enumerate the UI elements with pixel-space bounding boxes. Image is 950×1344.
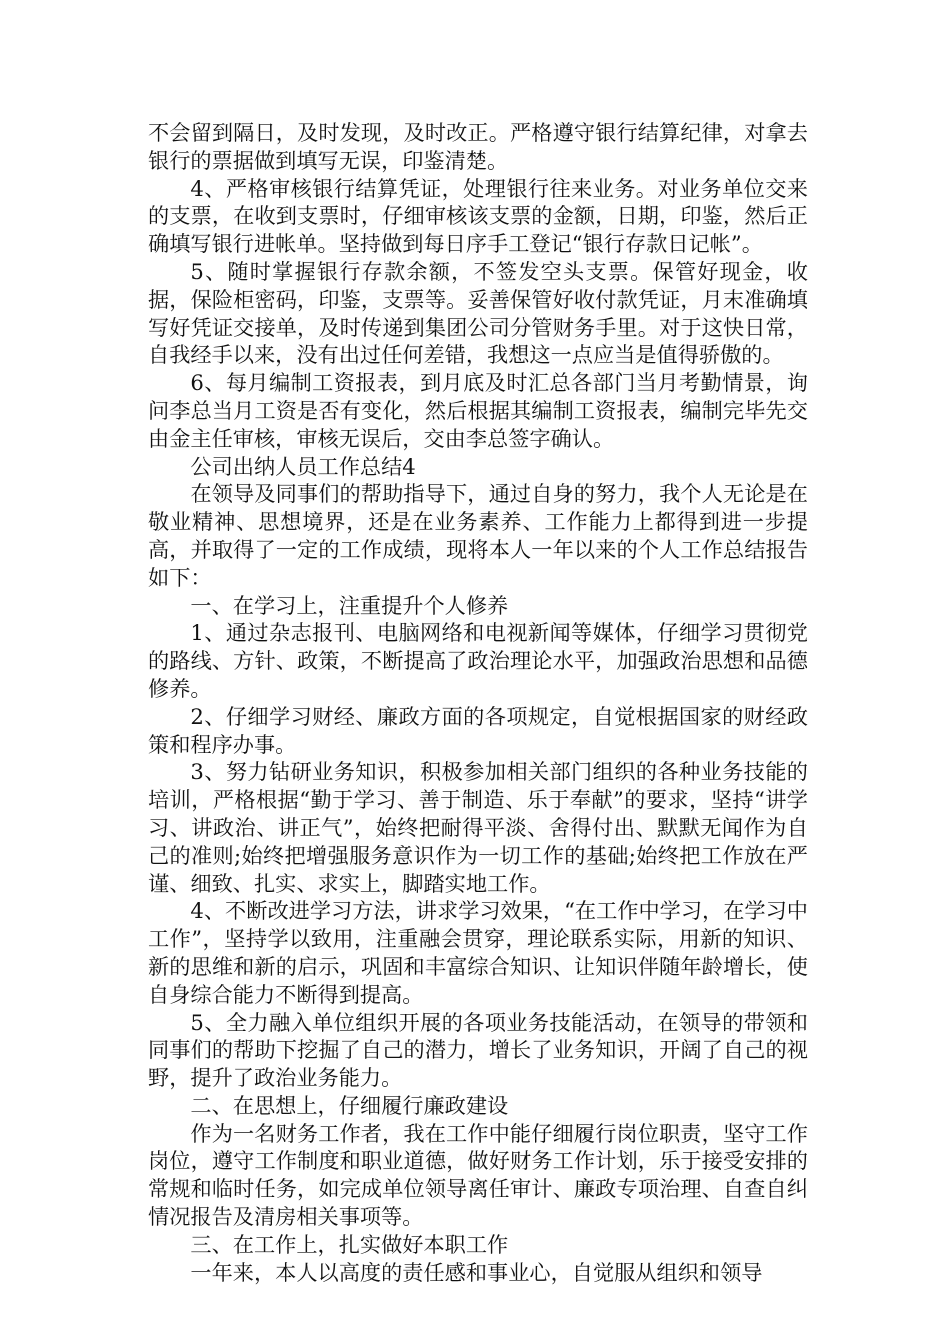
paragraph-work: 一年来，本人以高度的责任感和事业心，自觉服从组织和领导 xyxy=(190,1259,763,1285)
paragraph-study-4: 4、不断改进学习方法，讲求学习效果，“在工作中学习，在学习中工作”，坚持学以致用，注重融会贯穿，理论联系实际，用新的知识、新的思维和新的启示，巩固和丰富综合知识、让知识伴随年龄增长，使自身综合能力不断得到提高。 xyxy=(148,898,808,1007)
paragraph-continuation: 不会留到隔日，及时发现，及时改正。严格遵守银行结算纪律，对拿去银行的票据做到填写无误，印鉴清楚。 xyxy=(148,120,808,173)
heading-thought: 二、在思想上，仔细履行廉政建设 xyxy=(190,1092,509,1118)
paragraph-item-6: 6、每月编制工资报表，到月底及时汇总各部门当月考勤情景，询问李总当月工资是否有变化，然后根据其编制工资报表，编制完毕先交由金主任审核，审核无误后，交由李总签字确认。 xyxy=(148,370,808,451)
heading-work: 三、在工作上，扎实做好本职工作 xyxy=(190,1231,509,1257)
paragraph-item-4: 4、严格审核银行结算凭证，处理银行往来业务。对业务单位交来的支票，在收到支票时，仔细审核该支票的金额，日期，印鉴，然后正确填写银行进帐单。坚持做到每日序手工登记“银行存款日记帐”。 xyxy=(148,175,808,257)
paragraph-thought: 作为一名财务工作者，我在工作中能仔细履行岗位职责，坚守工作岗位，遵守工作制度和职业道德，做好财务工作计划，乐于接受安排的常规和临时任务，如完成单位领导离任审计、廉政专项治理、自查自纠情况报告及清房相关事项等。 xyxy=(148,1120,808,1230)
paragraph-study-5: 5、全力融入单位组织开展的各项业务技能活动，在领导的带领和同事们的帮助下挖掘了自己的潜力，增长了业务知识，开阔了自己的视野，提升了政治业务能力。 xyxy=(148,1009,808,1091)
document-body xyxy=(148,119,808,1286)
paragraph-item-5: 5、随时掌握银行存款余额，不签发空头支票。保管好现金，收据，保险柜密码，印鉴，支票等。妥善保管好收付款凭证，月末准确填写好凭证交接单，及时传递到集团公司分管财务手里。对于这快日常，自我经手以来，没有出过任何差错，我想这一点应当是值得骄傲的。 xyxy=(148,258,808,368)
section-title: 公司出纳人员工作总结4 xyxy=(190,453,416,479)
paragraph-intro: 在领导及同事们的帮助指导下，通过自身的努力，我个人无论是在敬业精神、思想境界，还是在业务素养、工作能力上都得到进一步提高，并取得了一定的工作成绩，现将本人一年以来的个人工作总结报告如下： xyxy=(148,481,808,590)
heading-study: 一、在学习上，注重提升个人修养 xyxy=(190,592,509,618)
paragraph-study-1: 1、通过杂志报刊、电脑网络和电视新闻等媒体，仔细学习贯彻党的路线、方针、政策，不断提高了政治理论水平，加强政治思想和品德修养。 xyxy=(148,620,808,701)
paragraph-study-2: 2、仔细学习财经、廉政方面的各项规定，自觉根据国家的财经政策和程序办事。 xyxy=(148,703,808,757)
paragraph-study-3: 3、努力钻研业务知识，积极参加相关部门组织的各种业务技能的培训，严格根据“勤于学习、善于制造、乐于奉献”的要求，坚持“讲学习、讲政治、讲正气”，始终把耐得平淡、舍得付出、默默无闻作为自己的准则;始终把增强服务意识作为一切工作的基础;始终把工作放在严谨、细致、扎实、求实上，脚踏实地工作。 xyxy=(148,759,808,896)
